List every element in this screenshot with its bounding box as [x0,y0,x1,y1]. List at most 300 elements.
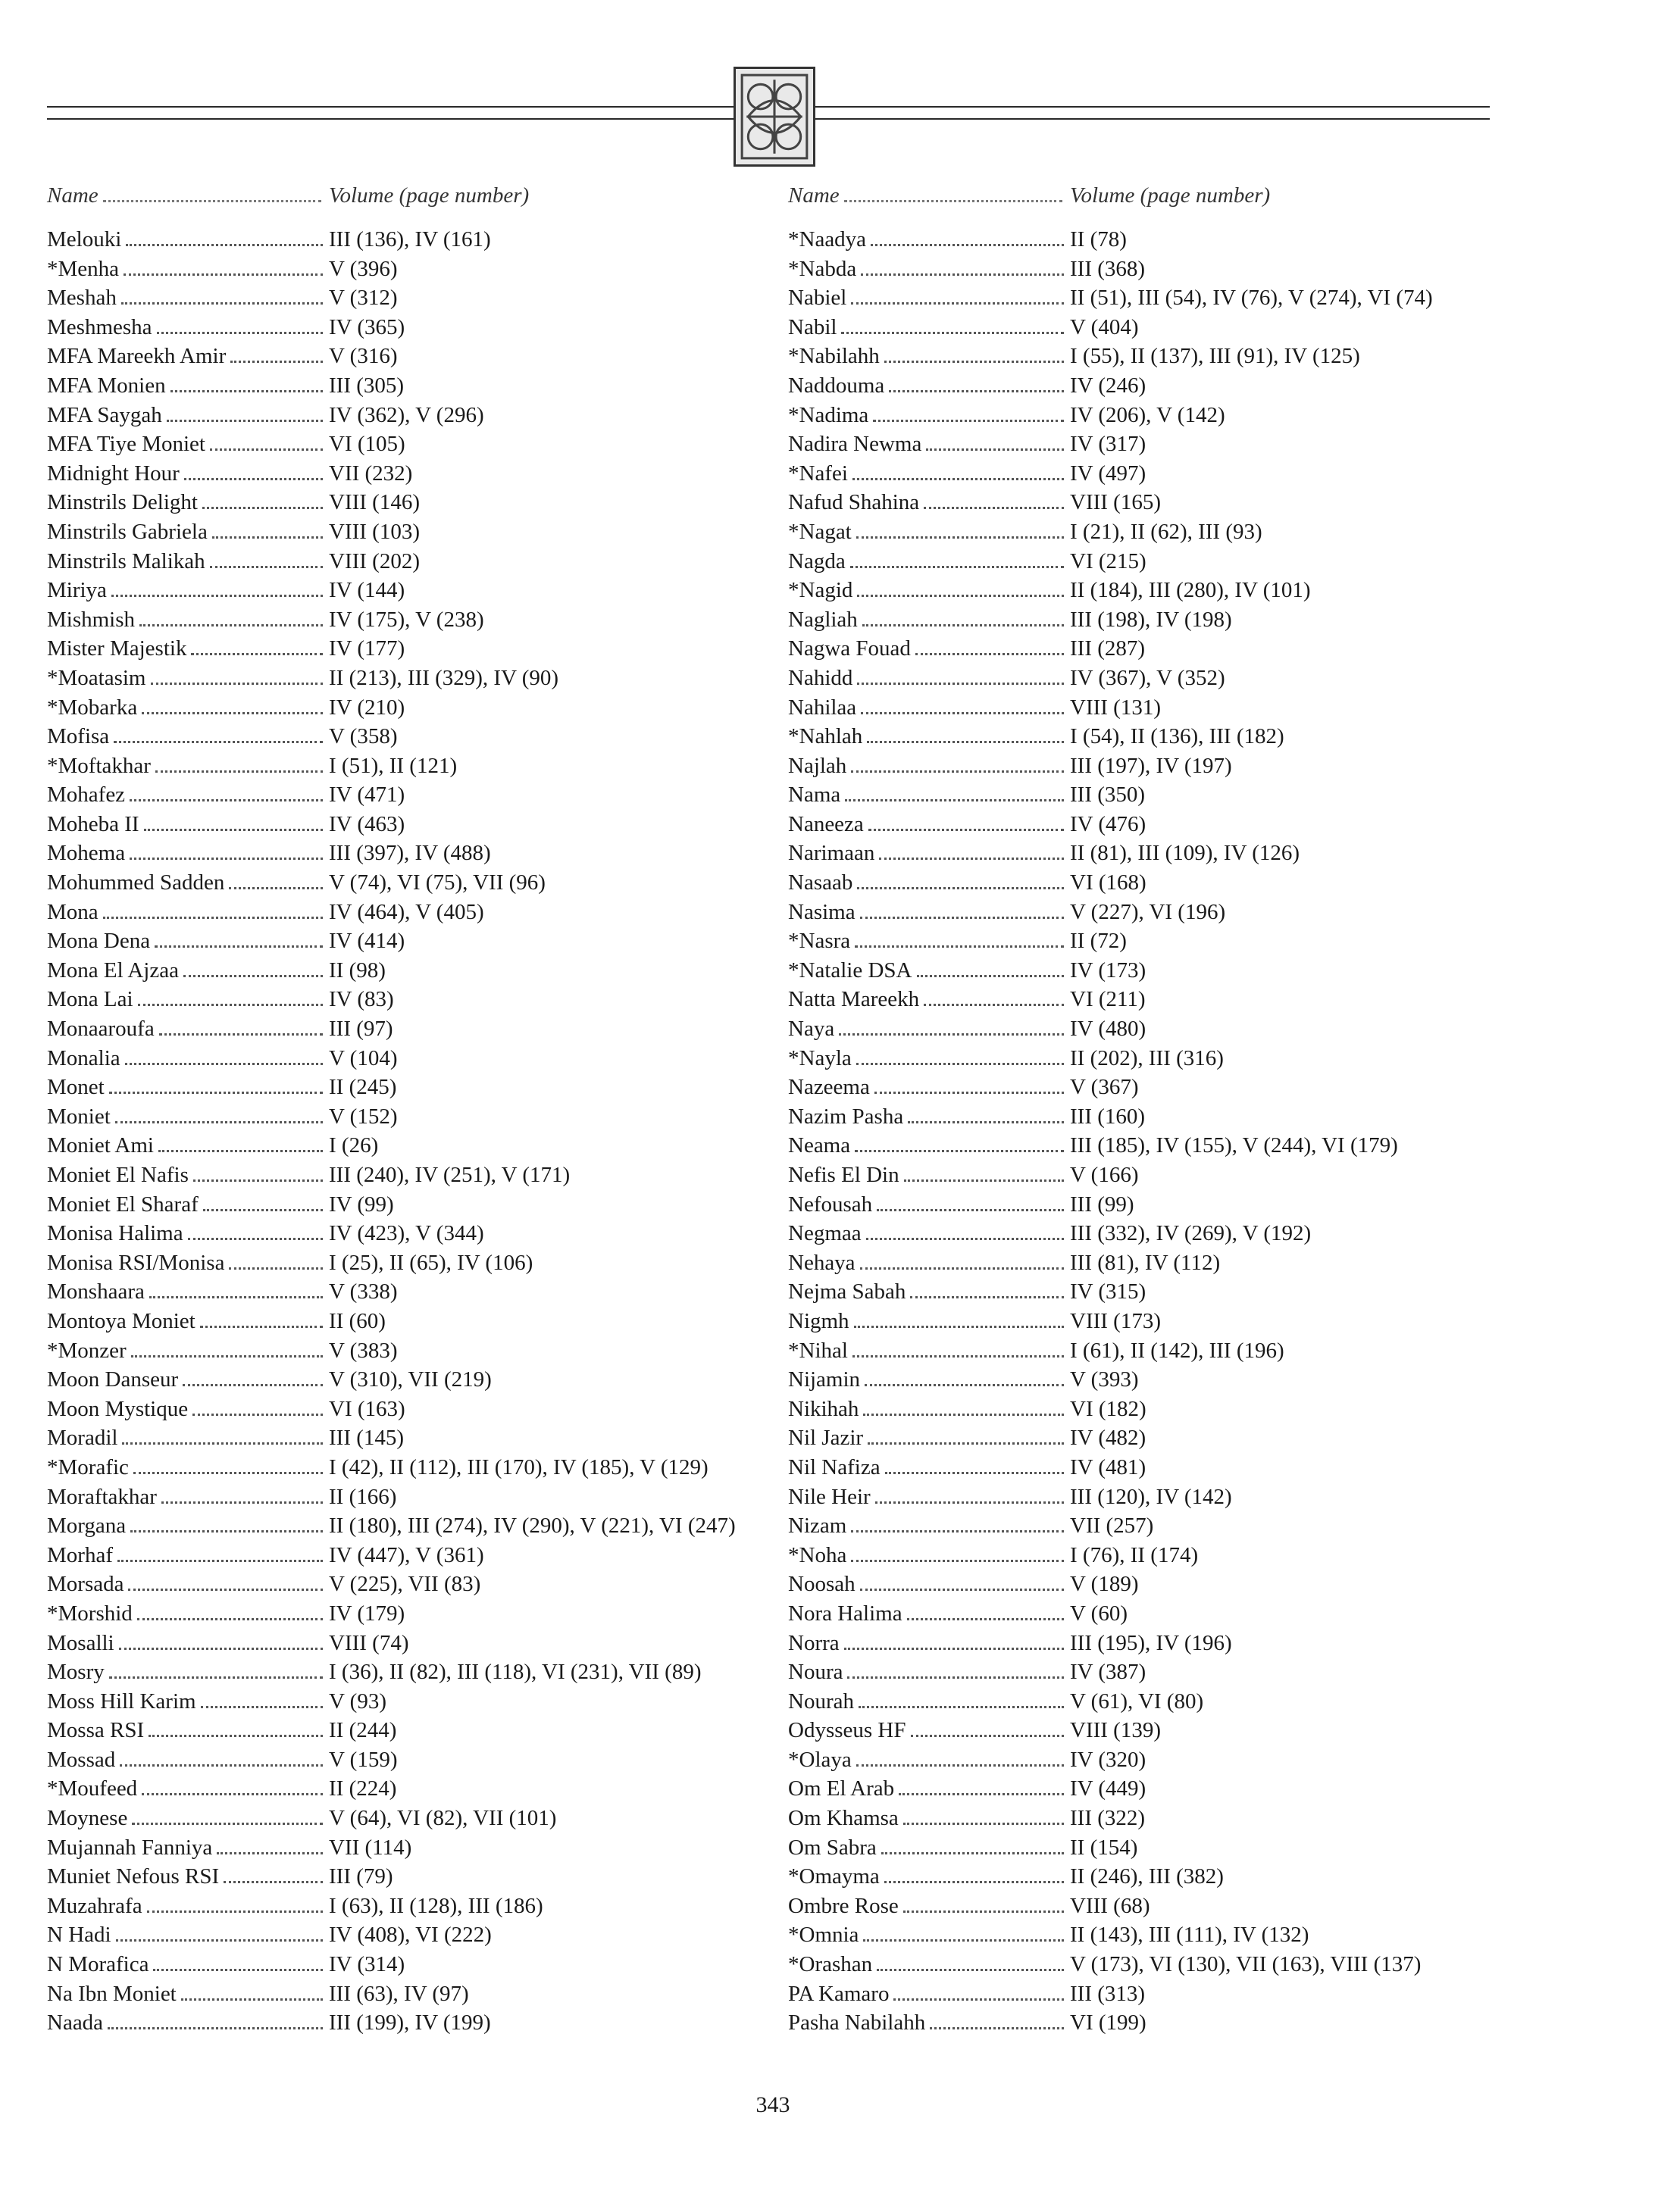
entry-name: Moniet Ami [47,1133,154,1158]
entry-name: Nahilaa [788,695,857,720]
entry-name: Mujannah Fanniya [47,1835,213,1860]
entry-volume: IV (175), V (238) [329,607,484,632]
header-volume: Volume (page number) [329,183,530,208]
entry-name: Naada [47,2010,104,2035]
index-entry [47,1397,736,1426]
entry-volume: VI (199) [1070,2010,1146,2035]
leader-dots [863,1414,1064,1416]
leader-dots [884,1881,1064,1883]
entry-volume: VI (105) [329,432,405,457]
entry-name: Nigmh [788,1308,849,1333]
entry-volume: VIII (165) [1070,490,1161,515]
entry-name: Mishmish [47,607,136,632]
entry-volume: III (350) [1070,783,1146,808]
entry-volume: IV (414) [329,929,405,954]
entry-name: Moheba II [47,811,139,836]
leader-dots [184,478,323,480]
index-entry [47,520,736,549]
leader-dots [861,273,1064,276]
leader-dots [193,1179,323,1182]
entry-volume: II (81), III (109), IV (126) [1070,841,1300,866]
leader-dots [917,975,1065,977]
leader-dots [868,829,1064,831]
entry-name: Nourah [788,1689,854,1714]
entry-name: Melouki [47,227,122,252]
entry-volume: III (397), IV (488) [329,841,491,866]
index-entry [788,1397,1433,1426]
leader-dots [862,624,1064,626]
leader-dots [137,1618,323,1620]
index-entry [788,432,1433,461]
entry-name: Moniet [47,1104,111,1129]
index-entry [47,578,736,608]
entry-volume: IV (482) [1070,1426,1146,1451]
leader-dots [899,1793,1064,1795]
entry-name: Moon Mystique [47,1396,189,1421]
leader-dots [851,1530,1064,1532]
leader-dots [133,1472,323,1474]
entry-volume: V (61), VI (80) [1070,1689,1204,1714]
entry-volume: III (145) [329,1426,405,1451]
entry-volume: V (74), VI (75), VII (96) [329,870,546,895]
entry-name: *Nayla [788,1045,852,1070]
index-entry [788,1806,1433,1836]
leader-dots [212,536,323,539]
leader-dots [149,1735,323,1737]
index-entry [788,1631,1433,1661]
index-entry [788,1718,1433,1748]
entry-volume: IV (314) [329,1952,405,1977]
entry-name: Mosalli [47,1630,114,1655]
leader-dots [114,741,323,743]
index-entry [788,783,1433,812]
entry-volume: V (104) [329,1045,398,1070]
leader-dots [893,1998,1064,2001]
entry-volume: II (224) [329,1776,397,1801]
entry-name: Noosah [788,1572,856,1597]
entry-name: *Monzer [47,1338,127,1363]
entry-volume: III (99) [1070,1192,1134,1217]
index-entry [788,987,1433,1017]
index-entry [47,1339,736,1368]
entry-name: Nabil [788,314,837,339]
leader-dots [122,1442,323,1445]
entry-name: Minstrils Gabriela [47,519,208,544]
entry-name: Mohummed Sadden [47,870,225,895]
index-entry [47,1776,736,1806]
index-entry [47,1279,736,1309]
entry-volume: IV (177) [329,636,405,661]
entry-name: Neama [788,1133,851,1158]
entry-volume: I (54), II (136), III (182) [1070,724,1284,749]
entry-volume: III (313) [1070,1981,1146,2006]
leader-dots [109,1676,323,1679]
header-volume: Volume (page number) [1070,183,1271,208]
entry-name: *Menha [47,256,120,281]
index-entry [47,549,736,579]
entry-volume: II (244) [329,1718,397,1743]
entry-name: *Nahlah [788,724,863,749]
entry-volume: III (197), IV (197) [1070,753,1232,778]
header-rule-bottom-right [815,118,1490,120]
index-entry [47,1133,736,1163]
index-entry [47,1251,736,1280]
entry-volume: III (199), IV (199) [329,2010,491,2035]
entry-list-right [788,227,1433,2040]
index-entry [788,1894,1433,1923]
index-entry [788,754,1433,783]
entry-name: Nahidd [788,665,853,690]
leader-dots [139,624,323,626]
leader-dots [871,244,1064,246]
entry-volume: V (404) [1070,314,1139,339]
entry-volume: V (312) [329,286,398,311]
leader-dots [855,945,1064,948]
entry-name: Narimaan [788,841,875,866]
index-entry [47,2010,736,2040]
leader-dots [170,390,323,392]
entry-name: *Nagat [788,519,852,544]
leader-dots [875,1501,1064,1504]
entry-volume: VIII (139) [1070,1718,1161,1743]
index-entry [47,1631,736,1661]
entry-volume: IV (408), VI (222) [329,1923,492,1948]
index-entry [788,870,1433,900]
entry-volume: IV (210) [329,695,405,720]
leader-dots [201,1706,323,1708]
entry-name: Negmaa [788,1221,862,1246]
entry-volume: III (195), IV (196) [1070,1630,1232,1655]
leader-dots [877,1209,1064,1211]
index-column-right [788,183,1433,2040]
entry-name: *Mobarka [47,695,138,720]
leader-dots [851,1560,1064,1562]
leader-dots [903,1823,1064,1825]
entry-name: Nora Halima [788,1601,902,1626]
entry-name: N Hadi [47,1923,111,1948]
entry-volume: II (246), III (382) [1070,1864,1224,1889]
entry-name: *Nasra [788,929,851,954]
index-entry [47,608,736,637]
entry-volume: V (393) [1070,1367,1139,1392]
index-entry [47,1192,736,1222]
index-entry [47,257,736,286]
index-entry [47,1689,736,1719]
entry-name: Nikihah [788,1396,859,1421]
index-entry [788,841,1433,870]
index-entry [47,754,736,783]
entry-name: *Omnia [788,1923,859,1948]
index-entry [47,432,736,461]
leader-dots [926,448,1064,451]
entry-name: *Nagid [788,578,853,603]
entry-volume: II (72) [1070,929,1127,954]
leader-dots [103,917,323,919]
entry-volume: V (159) [329,1747,398,1772]
entry-name: Om Sabra [788,1835,877,1860]
index-entry [788,929,1433,958]
entry-name: Mossad [47,1747,116,1772]
entry-name: *Nabda [788,256,857,281]
leader-dots [229,887,323,889]
entry-name: Miriya [47,578,107,603]
leader-dots [130,1530,323,1532]
leader-dots [877,1969,1064,1971]
index-entry [47,315,736,345]
entry-name: Muzahrafa [47,1893,142,1918]
entry-volume: IV (362), V (296) [329,402,484,427]
leader-dots [859,1706,1064,1708]
entry-name: *Moufeed [47,1776,138,1801]
index-entry [788,1982,1433,2011]
entry-volume: IV (387) [1070,1660,1146,1685]
entry-name: Noura [788,1660,843,1685]
entry-volume: IV (497) [1070,461,1146,486]
index-entry [47,1309,736,1339]
entry-name: Nil Nafiza [788,1454,881,1479]
entry-name: Monshaara [47,1279,145,1304]
leader-dots [159,1033,323,1036]
index-entry [47,461,736,491]
entry-volume: IV (463) [329,811,405,836]
entry-name: Nefis El Din [788,1163,899,1187]
leader-dots [861,712,1064,714]
leader-dots [230,361,323,363]
entry-name: Minstrils Malikah [47,548,205,573]
entry-name: Pasha Nabilahh [788,2010,926,2035]
leader-dots [142,712,323,714]
entry-volume: IV (173) [1070,958,1146,983]
index-entry [47,373,736,403]
entry-volume: IV (317) [1070,432,1146,457]
entry-name: *Nafei [788,461,848,486]
entry-name: N Morafica [47,1952,149,1977]
entry-volume: IV (99) [329,1192,394,1217]
entry-name: Nefousah [788,1192,873,1217]
entry-name: Mohafez [47,783,126,808]
entry-volume: V (396) [329,256,398,281]
index-entry [47,344,736,373]
entry-name: *Orashan [788,1952,873,1977]
leader-dots [224,1881,323,1883]
index-entry [788,1543,1433,1573]
entry-name: Najlah [788,753,847,778]
entry-name: Naddouma [788,373,885,398]
leader-dots [844,1648,1064,1650]
index-entry [47,1572,736,1601]
entry-volume: II (143), III (111), IV (132) [1070,1923,1309,1948]
entry-volume: I (55), II (137), III (91), IV (125) [1070,344,1360,369]
leader-dots [915,653,1064,655]
leader-dots [210,448,323,451]
entry-volume: II (245) [329,1075,397,1100]
entry-name: Montoya Moniet [47,1308,196,1333]
index-entry [788,695,1433,725]
entry-volume: V (338) [329,1279,398,1304]
index-entry [788,1601,1433,1631]
entry-name: Mossa RSI [47,1718,145,1743]
leader-dots [841,332,1064,334]
leader-dots [142,1793,323,1795]
entry-name: Muniet Nefous RSI [47,1864,220,1889]
leader-dots [860,1267,1064,1270]
index-entry [788,1952,1433,1982]
leader-dots [856,1063,1064,1065]
entry-volume: II (184), III (280), IV (101) [1070,578,1311,603]
entry-volume: VI (211) [1070,987,1146,1012]
leader-dots [181,1998,323,2001]
index-entry [788,1104,1433,1134]
leader-dots [128,1589,323,1591]
entry-name: Nadira Newma [788,432,922,457]
entry-name: Natta Mareekh [788,987,920,1012]
entry-volume: IV (83) [329,987,394,1012]
entry-volume: IV (476) [1070,811,1146,836]
entry-volume: V (64), VI (82), VII (101) [329,1806,557,1831]
entry-volume: I (51), II (121) [329,753,458,778]
header-rule-bottom-left [47,118,734,120]
leader-dots [857,683,1064,685]
entry-volume: IV (246) [1070,373,1146,398]
entry-volume: VI (182) [1070,1396,1146,1421]
index-entry [788,520,1433,549]
leader-dots [191,653,323,655]
index-entry [788,1485,1433,1514]
leader-dots [155,945,323,948]
index-entry [47,636,736,666]
entry-name: Norra [788,1630,840,1655]
index-entry [788,1279,1433,1309]
entry-name: Nijamin [788,1367,861,1392]
entry-volume: I (76), II (174) [1070,1542,1199,1567]
index-entry [47,1163,736,1192]
header-name: Name [47,183,99,208]
leader-dots [200,1326,323,1328]
entry-name: Na Ibn Moniet [47,1981,177,2006]
leader-dots [131,1355,323,1358]
entry-volume: III (185), IV (155), V (244), VI (179) [1070,1133,1398,1158]
leader-dots [130,799,323,801]
leader-dots [111,595,323,597]
entry-name: Mohema [47,841,126,866]
entry-name: Meshmesha [47,314,152,339]
entry-volume: III (136), IV (161) [329,227,491,252]
index-entry [788,608,1433,637]
index-entry [47,490,736,520]
index-entry [788,1572,1433,1601]
leader-dots [121,302,323,305]
leader-dots [866,1238,1064,1240]
leader-dots [167,420,323,422]
entry-name: Nasaab [788,870,853,895]
entry-name: Nile Heir [788,1484,871,1509]
header-rule-top-left [47,106,734,108]
index-entry [788,1660,1433,1689]
index-entry [788,403,1433,433]
entry-volume: V (316) [329,344,398,369]
entry-volume: IV (447), V (361) [329,1542,484,1567]
entry-volume: IV (423), V (344) [329,1221,484,1246]
index-entry [47,1104,736,1134]
entry-name: Nabiel [788,286,847,311]
index-entry [47,783,736,812]
leader-dots [852,1355,1064,1358]
index-entry [47,1806,736,1836]
leader-dots [873,420,1064,422]
leader-dots [879,858,1064,860]
leader-dots [210,566,323,568]
entry-volume: VIII (202) [329,548,420,573]
entry-volume: V (383) [329,1338,398,1363]
entry-name: Meshah [47,286,117,311]
entry-volume: II (154) [1070,1835,1138,1860]
leader-dots [126,244,323,246]
index-entry [47,724,736,754]
leader-dots [130,858,323,860]
entry-volume: VIII (146) [329,490,420,515]
entry-volume: I (63), II (128), III (186) [329,1893,543,1918]
entry-volume: VII (114) [329,1835,412,1860]
entry-volume: V (227), VI (196) [1070,899,1226,924]
entry-name: Naya [788,1017,835,1042]
entry-name: Om El Arab [788,1776,895,1801]
entry-name: Nama [788,783,841,808]
leader-dots [865,1384,1064,1386]
entry-volume: III (97) [329,1017,393,1042]
entry-volume: VII (232) [329,461,413,486]
index-entry [47,929,736,958]
leader-dots [183,1384,323,1386]
leader-dots [924,1004,1064,1006]
entry-volume: IV (144) [329,578,405,603]
index-entry [788,1192,1433,1222]
index-entry [47,1221,736,1251]
index-column-left [47,183,736,2040]
index-entry [47,403,736,433]
entry-name: Monisa Halima [47,1221,183,1246]
leader-dots [203,1209,323,1211]
entry-volume: IV (320) [1070,1747,1146,1772]
entry-volume: IV (365) [329,314,405,339]
index-entry [788,461,1433,491]
entry-name: Moradil [47,1426,118,1451]
entry-name: *Morshid [47,1601,133,1626]
entry-volume: II (98) [329,958,386,983]
index-entry [788,1221,1433,1251]
entry-name: Nafud Shahina [788,490,920,515]
entry-name: Moraftakhar [47,1484,157,1509]
leader-dots [188,1238,323,1240]
entry-name: Nizam [788,1514,847,1539]
leader-dots [930,2027,1064,2029]
leader-dots [851,302,1064,305]
index-entry [788,1836,1433,1865]
leader-dots [158,1150,323,1152]
entry-name: Mona [47,899,99,924]
entry-name: Nil Jazir [788,1426,864,1451]
entry-volume: V (310), VII (219) [329,1367,492,1392]
entry-name: Monet [47,1075,105,1100]
entry-name: Om Khamsa [788,1806,899,1831]
entry-name: Nasima [788,899,856,924]
leader-dots [116,1939,323,1942]
entry-volume: I (21), II (62), III (93) [1070,519,1262,544]
leader-dots [217,1852,323,1854]
entry-name: Monaaroufa [47,1017,155,1042]
entry-name: Morsada [47,1572,124,1597]
index-entry [47,1923,736,1952]
leader-dots [161,1501,323,1504]
